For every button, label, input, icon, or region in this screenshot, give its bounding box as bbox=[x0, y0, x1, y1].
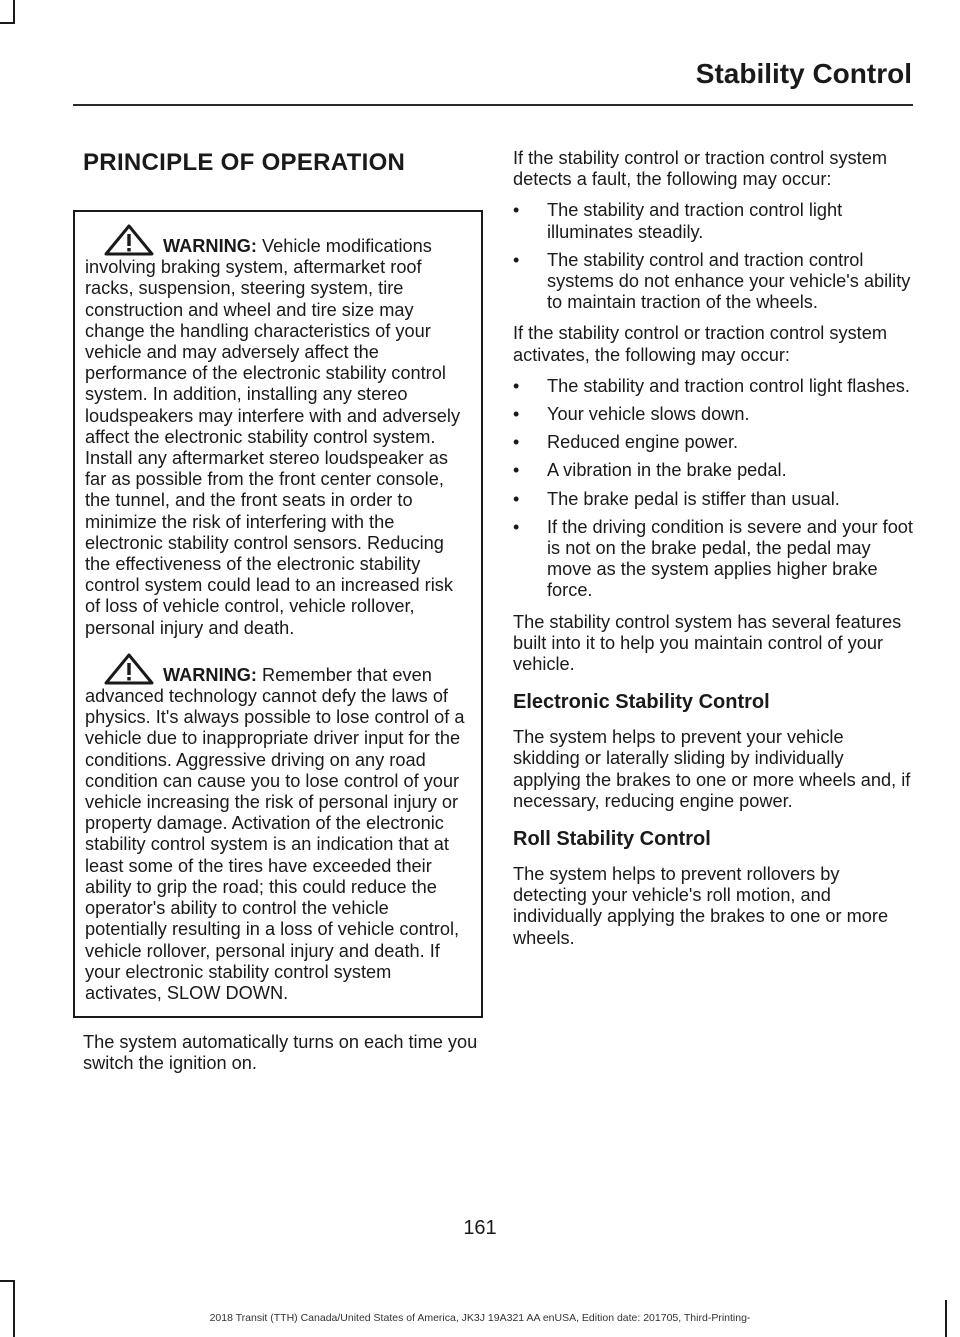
crop-mark-top-left-h bbox=[0, 22, 15, 24]
list-item: • The brake pedal is stiffer than usual. bbox=[513, 489, 913, 510]
crop-mark-bottom-left-h bbox=[0, 1280, 15, 1282]
rsc-heading: Roll Stability Control bbox=[513, 828, 711, 851]
list-item: • The stability control and traction control systems do not enhance your vehicle's ability to maintain traction of the wheels. bbox=[513, 250, 913, 314]
warning-triangle-icon bbox=[103, 653, 155, 685]
warning-2 bbox=[85, 653, 473, 1004]
section-title: PRINCIPLE OF OPERATION bbox=[83, 149, 406, 176]
features-paragraph: The stability control system has several features built into it to help you maintain control of your vehicle. bbox=[513, 611, 902, 675]
right-column bbox=[513, 148, 913, 959]
activate-intro: If the stability control or traction control system activates, the following may occur: bbox=[513, 323, 887, 365]
esc-heading: Electronic Stability Control bbox=[513, 691, 770, 714]
warning-1 bbox=[85, 224, 473, 639]
left-column bbox=[73, 148, 483, 1085]
list-item: • Reduced engine power. bbox=[513, 432, 913, 453]
warning-label: WARNING: bbox=[163, 236, 257, 256]
list-item: • The stability and traction control light illuminates steadily. bbox=[513, 200, 913, 242]
warning-text: Remember that even advanced technology cannot defy the laws of physics. It's always possible to lose control of a vehicle due to inappropriate driver input for the conditions. Aggressive driving on any road condition can cause you to lose control of your vehicle increasing the risk of personal injury or property damage. Activation of the electronic stability control system is an indication that at least some of the tires have exceeded their ability to grip the road; this could reduce the operator's ability to control the vehicle potentially resulting in a loss of vehicle control, vehicle rollover, personal injury and death. If your electronic stability control system activates, SLOW DOWN. bbox=[85, 664, 465, 1003]
header-rule bbox=[73, 104, 913, 106]
fault-list bbox=[513, 200, 913, 313]
list-item: • Your vehicle slows down. bbox=[513, 404, 913, 425]
list-item: • The stability and traction control light flashes. bbox=[513, 376, 913, 397]
warning-triangle-icon bbox=[103, 224, 155, 256]
page-header-title: Stability Control bbox=[695, 58, 912, 89]
fault-intro: If the stability control or traction control system detects a fault, the following may occur: bbox=[513, 148, 887, 190]
list-item: • If the driving condition is severe and your foot is not on the brake pedal, the pedal may move as the system applies higher brake force. bbox=[513, 517, 913, 602]
warning-box bbox=[73, 210, 483, 1018]
crop-mark-bottom-left bbox=[13, 1280, 15, 1337]
esc-paragraph: The system helps to prevent your vehicle skidding or laterally sliding by individually applying the brakes to one or more wheels and, if necessary, reducing engine power. bbox=[513, 727, 911, 811]
rsc-paragraph: The system helps to prevent rollovers by detecting your vehicle's roll motion, and individually applying the brakes to one or more wheels. bbox=[513, 864, 889, 948]
list-item: • A vibration in the brake pedal. bbox=[513, 460, 913, 481]
warning-text: Vehicle modifications involving braking system, aftermarket roof racks, suspension, steering system, tire construction and wheel and tire size may change the handling characteristics of your vehicle and may adversely affect the performance of the electronic stability control system. In addition, installing any stereo loudspeakers may interfere with and adversely affect the electronic stability control system. Install any aftermarket stereo loudspeaker as far as possible from the front center console, the tunnel, and the front seats in order to minimize the risk of interfering with the electronic stability control sensors. Reducing the effectiveness of the electronic stability control system could lead to an increased risk of loss of vehicle control, vehicle rollover, personal injury and death. bbox=[85, 236, 461, 638]
page-number: 161 bbox=[463, 1217, 497, 1239]
auto-on-paragraph: The system automatically turns on each time you switch the ignition on. bbox=[83, 1032, 478, 1074]
footer-edition: 2018 Transit (TTH) Canada/United States of America, JK3J 19A321 AA enUSA, Edition date: 201705, Third-Printing- bbox=[209, 1312, 751, 1324]
activate-list bbox=[513, 376, 913, 602]
crop-mark-top-left bbox=[13, 0, 15, 24]
warning-label: WARNING: bbox=[163, 664, 257, 685]
